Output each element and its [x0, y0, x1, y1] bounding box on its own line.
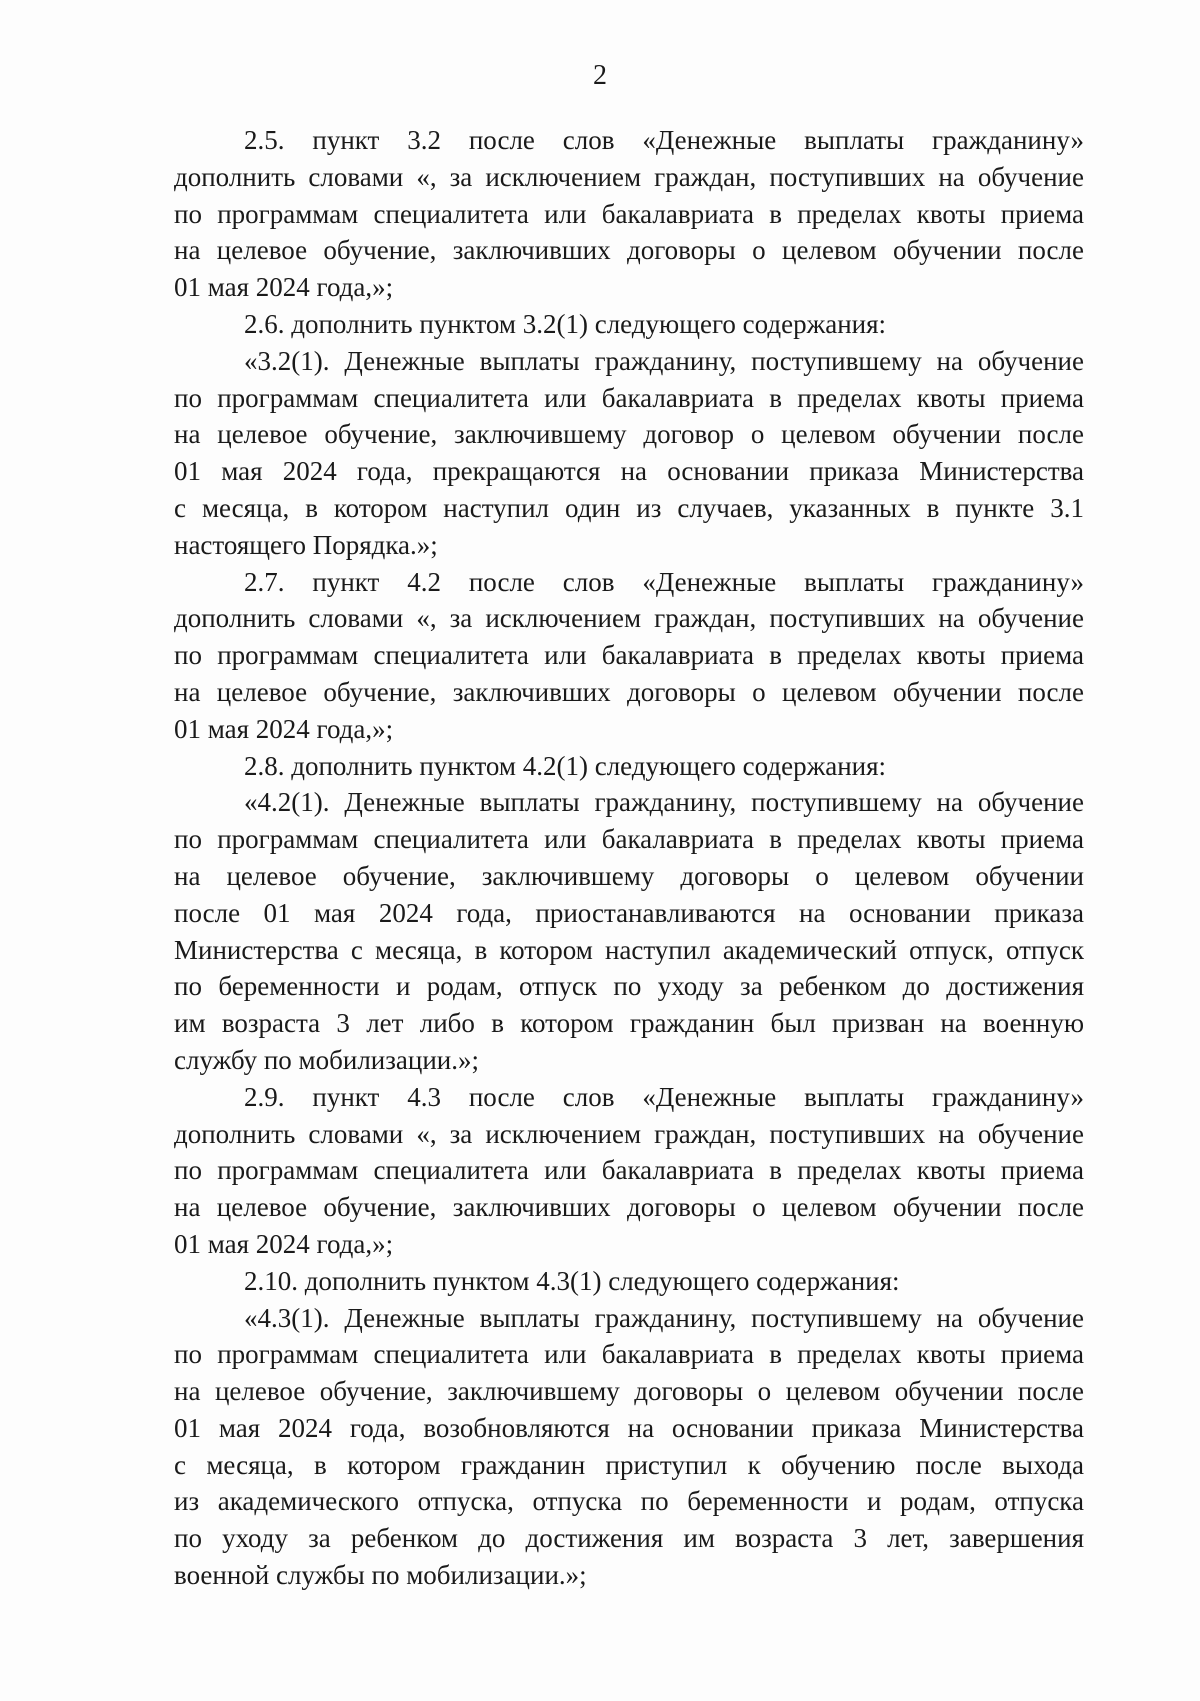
text-line: по программам специалитета или бакалавриата в пределах квоты приема: [174, 382, 1084, 413]
text-line: на целевое обучение, заключивших договоры о целевом обучении после: [174, 1192, 1084, 1223]
text-line: «4.2(1). Денежные выплаты гражданину, поступившему на обучение: [244, 787, 1084, 818]
paragraph: [174, 1300, 1084, 1594]
text-line: «3.2(1). Денежные выплаты гражданину, поступившему на обучение: [244, 345, 1084, 376]
page-number: 2: [593, 60, 607, 91]
text-line: с месяца, в котором гражданин приступил к обучению после выхода: [174, 1449, 1084, 1480]
paragraph: [174, 564, 1084, 748]
text-line: Министерства с месяца, в котором наступил академический отпуск, отпуск: [174, 934, 1084, 965]
paragraph: [174, 748, 1084, 785]
text-line: по уходу за ребенком до достижения им возраста 3 лет, завершения: [174, 1523, 1084, 1554]
text-line: 01 мая 2024 года,»;: [174, 713, 394, 744]
text-line: на целевое обучение, заключившему договор о целевом обучении после: [174, 419, 1084, 450]
text-line: дополнить словами «, за исключением граждан, поступивших на обучение: [174, 1118, 1084, 1149]
text-line: службу по мобилизации.»;: [174, 1044, 480, 1075]
text-line: по программам специалитета или бакалавриата в пределах квоты приема: [174, 198, 1084, 229]
text-line: на целевое обучение, заключивших договоры о целевом обучении после: [174, 235, 1084, 266]
document-body: [174, 122, 1084, 1594]
paragraph: [174, 306, 1084, 343]
text-line: дополнить словами «, за исключением граждан, поступивших на обучение: [174, 603, 1084, 634]
text-line: 2.10. дополнить пунктом 4.3(1) следующего содержания:: [244, 1265, 900, 1296]
text-line: настоящего Порядка.»;: [174, 529, 438, 560]
text-line: «4.3(1). Денежные выплаты гражданину, поступившему на обучение: [244, 1302, 1084, 1333]
text-line: на целевое обучение, заключившему договоры о целевом обучении: [174, 860, 1084, 891]
text-line: по программам специалитета или бакалавриата в пределах квоты приема: [174, 640, 1084, 671]
text-line: им возраста 3 лет либо в котором гражданин был призван на военную: [174, 1008, 1084, 1039]
text-line: 01 мая 2024 года,»;: [174, 1228, 394, 1259]
text-line: по программам специалитета или бакалавриата в пределах квоты приема: [174, 1339, 1084, 1370]
paragraph: [174, 343, 1084, 564]
text-line: после 01 мая 2024 года, приостанавливаются на основании приказа: [174, 897, 1084, 928]
paragraph: [174, 784, 1084, 1078]
paragraph: [174, 1263, 1084, 1300]
paragraph: [174, 1079, 1084, 1263]
text-line: 2.7. пункт 4.2 после слов «Денежные выплаты гражданину»: [244, 566, 1084, 597]
text-line: на целевое обучение, заключившему договоры о целевом обучении после: [174, 1376, 1084, 1407]
text-line: военной службы по мобилизации.»;: [174, 1560, 587, 1591]
text-line: 01 мая 2024 года, прекращаются на основании приказа Министерства: [174, 456, 1084, 487]
text-line: с месяца, в котором наступил один из случаев, указанных в пункте 3.1: [174, 492, 1084, 523]
text-line: 01 мая 2024 года,»;: [174, 272, 394, 303]
paragraph: [174, 122, 1084, 306]
text-line: из академического отпуска, отпуска по беременности и родам, отпуска: [174, 1486, 1084, 1517]
text-line: дополнить словами «, за исключением граждан, поступивших на обучение: [174, 161, 1084, 192]
text-line: по беременности и родам, отпуск по уходу за ребенком до достижения: [174, 971, 1084, 1002]
text-line: 2.5. пункт 3.2 после слов «Денежные выплаты гражданину»: [244, 125, 1084, 155]
text-line: по программам специалитета или бакалавриата в пределах квоты приема: [174, 824, 1084, 855]
text-line: 01 мая 2024 года, возобновляются на основании приказа Министерства: [174, 1412, 1084, 1443]
text-line: 2.8. дополнить пунктом 4.2(1) следующего содержания:: [244, 750, 887, 781]
text-line: 2.9. пункт 4.3 после слов «Денежные выплаты гражданину»: [244, 1081, 1084, 1112]
text-line: по программам специалитета или бакалавриата в пределах квоты приема: [174, 1155, 1084, 1186]
text-line: на целевое обучение, заключивших договоры о целевом обучении после: [174, 676, 1084, 707]
text-line: 2.6. дополнить пунктом 3.2(1) следующего содержания:: [244, 308, 887, 339]
